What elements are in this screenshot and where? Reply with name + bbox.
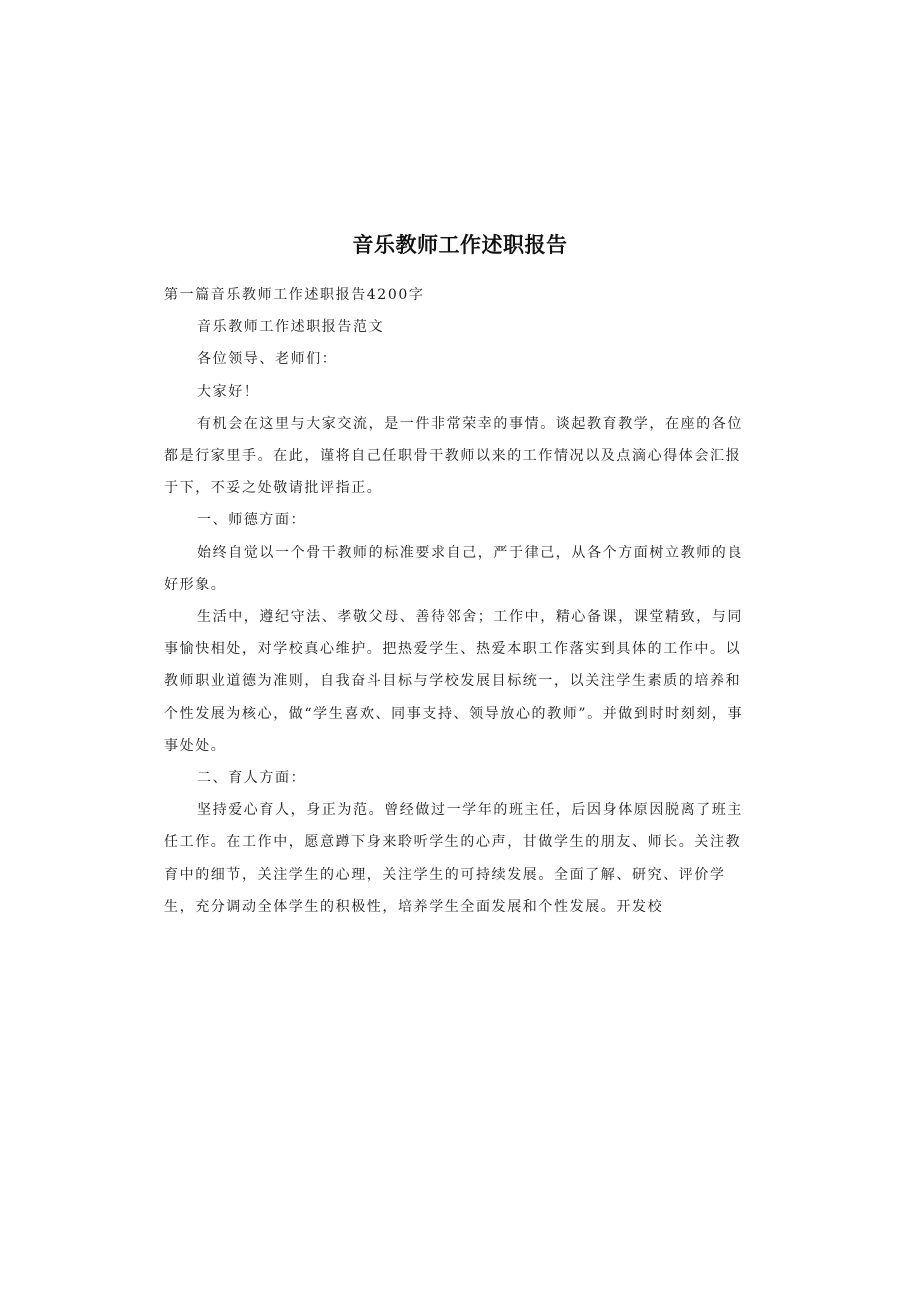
report-title-line: 音乐教师工作述职报告范文: [197, 319, 385, 336]
subtitle-heading: 第一篇音乐教师工作述职报告4200字: [164, 287, 425, 303]
greeting: 大家好！: [197, 383, 260, 400]
section-heading-education: 二、育人方面：: [197, 770, 307, 787]
intro-paragraph: 有机会在这里与大家交流，是一件非常荣幸的事情。谈起教育教学，在座的各位都是行家里手。在此，谨将自己任职骨干教师以来的工作情况以及点滴心得体会汇报于下，不妥之处敬请批评指正。: [164, 415, 743, 497]
salutation: 各位领导、老师们：: [197, 351, 338, 368]
ethics-paragraph-1: 始终自觉以一个骨干教师的标准要求自己，严于律己，从各个方面树立教师的良好形象。: [164, 544, 743, 593]
document-body: [164, 279, 754, 923]
document-title: 音乐教师工作述职报告: [352, 233, 568, 258]
education-paragraph: 坚持爱心育人，身正为范。曾经做过一学年的班主任，后因身体原因脱离了班主任工作。在工作中，愿意蹲下身来聆听学生的心声，甘做学生的朋友、师长。关注教育中的细节，关注学生的心理，关注学生的可持续发展。全面了解、研究、评价学生，充分调动全体学生的积极性，培养学生全面发展和个性发展。开发校: [164, 802, 743, 915]
section-heading-ethics: 一、师德方面：: [197, 512, 307, 529]
ethics-paragraph-2: 生活中，遵纪守法、孝敬父母、善待邻舍；工作中，精心备课，课堂精致，与同事愉快相处，对学校真心维护。把热爱学生、热爱本职工作落实到具体的工作中。以教师职业道德为准则，自我奋斗目标与学校发展目标统一，以关注学生素质的培养和个性发展为核心，做“学生喜欢、同事支持、领导放心的教师”。并做到时时刻刻，事事处处。: [164, 609, 744, 754]
